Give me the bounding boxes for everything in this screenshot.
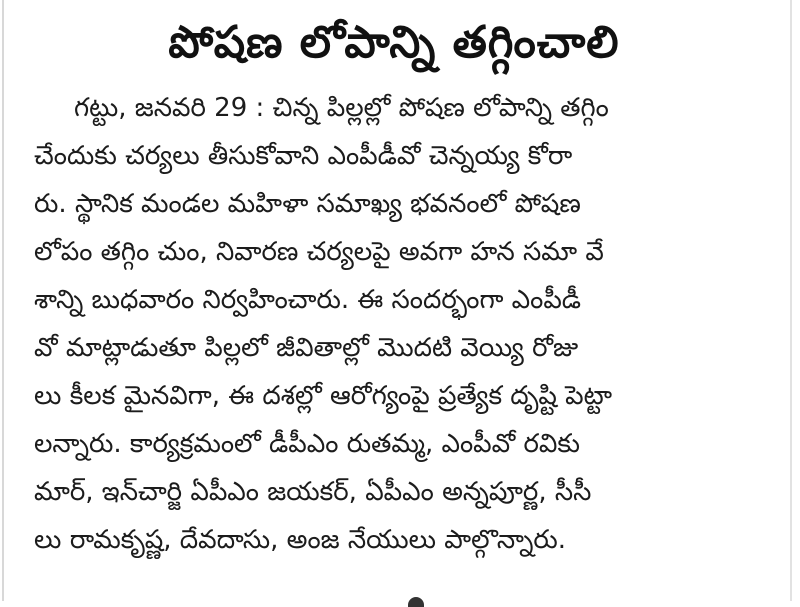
newspaper-clipping	[12, 0, 776, 601]
cropped-next-article-glyph	[408, 597, 424, 607]
article-line: శాన్ని బుధవారం నిర్వహించారు. ఈ సందర్భంగా ఎంపీడీ	[34, 285, 582, 315]
article-line: గట్టు, జనవరి 29 : చిన్న పిల్లల్లో పోషణ లోపాన్ని తగ్గిం	[74, 93, 609, 123]
article-line: వో మాట్లాడుతూ పిల్లలో జీవితాల్లో మొదటి వెయ్యి రోజు	[34, 333, 579, 363]
article-line: లన్నారు. కార్యక్రమంలో డీపీఎం రుతమ్మ, ఎంపీవో రవికు	[34, 429, 580, 459]
article-body	[34, 84, 758, 564]
article-line: రు. స్థానిక మండల మహిళా సమాఖ్య భవనంలో పోషణ	[34, 189, 581, 219]
article-line: లోపం తగ్గిం చుం, నివారణ చర్యలపై అవగా హన సమా వే	[34, 237, 604, 267]
left-border	[2, 0, 4, 601]
right-border	[790, 0, 792, 601]
article-headline: పోషణ లోపాన్ని తగ్గించాలి	[168, 17, 620, 68]
article-line: లు రామకృష్ణ, దేవదాసు, అంజ నేయులు పాల్గొన్నారు.	[34, 525, 567, 555]
article-line: చేందుకు చర్యలు తీసుకోవాని ఎంపీడీవో చెన్నయ్య కోరా	[34, 141, 573, 171]
article-line: మార్, ఇన్‌చార్జి ఏపీఎం జయకర్, ఏపీఎం అన్నపూర్ణ, సీసీ	[34, 477, 592, 507]
article-line: లు కీలక మైనవిగా, ఈ దశల్లో ఆరోగ్యంపై ప్రత్యేక దృష్టి పెట్టా	[34, 381, 613, 411]
